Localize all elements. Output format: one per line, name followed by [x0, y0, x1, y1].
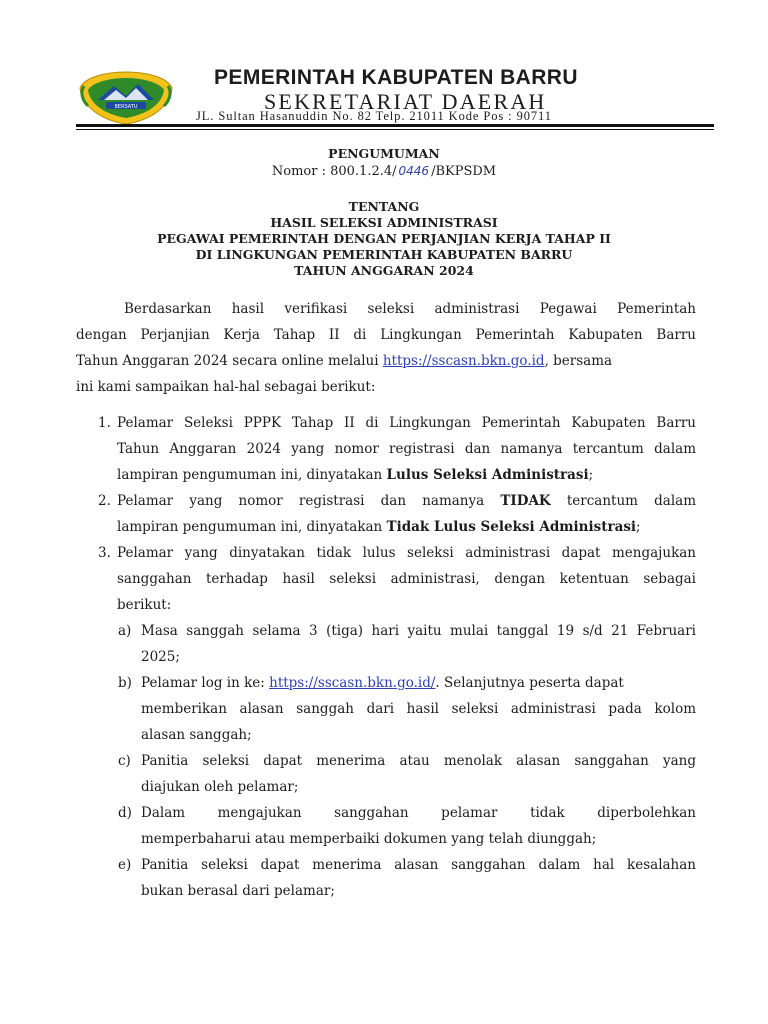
item-line: sanggahan terhadap hasil seleksi administrasi, dengan ketentuan sebagai — [117, 571, 696, 587]
sscasn-link[interactable]: https://sscasn.bkn.go.id — [382, 353, 545, 369]
item-text: Pelamar yang nomor registrasi dan namanya — [117, 493, 501, 509]
item-text: lampiran pengumuman ini, dinyatakan — [117, 467, 387, 483]
subitem-text: Pelamar log in ke: — [141, 675, 270, 691]
item-marker: 2. — [98, 493, 111, 509]
topic-line: TENTANG — [348, 199, 420, 214]
intro-line: Berdasarkan hasil verifikasi seleksi administrasi Pegawai Pemerintah — [124, 301, 696, 317]
item-text: lampiran pengumuman ini, dinyatakan — [117, 519, 387, 535]
item-line: berikut: — [117, 597, 172, 613]
number-prefix: Nomor : 800.1.2.4/ — [271, 164, 397, 179]
item-marker: 3. — [98, 545, 111, 561]
subitem-marker: e) — [118, 857, 132, 873]
handwritten-number: 0446 — [398, 164, 430, 178]
item-line: Pelamar Seleksi PPPK Tahap II di Lingkungan Pemerintah Kabupaten Barru — [117, 415, 696, 431]
item-line: Pelamar yang dinyatakan tidak lulus seleksi administrasi dapat mengajukan — [117, 545, 696, 561]
intro-text: Tahun Anggaran 2024 secara online melalui — [76, 353, 383, 369]
fail-status-text: Tidak Lulus Seleksi Administrasi — [386, 519, 637, 535]
subitem-line: alasan sanggah; — [141, 727, 252, 743]
subitem-line: Panitia seleksi dapat menerima atau menolak alasan sanggahan yang — [141, 753, 696, 769]
item-marker: 1. — [98, 415, 111, 431]
announcement-number — [0, 164, 768, 179]
emphasis-text: TIDAK — [500, 493, 551, 509]
item-line — [117, 488, 696, 514]
subitem-line: Dalam mengajukan sanggahan pelamar tidak diperbolehkan — [141, 805, 696, 821]
logo-caption: BERSATU — [114, 104, 138, 110]
subitem-marker: a) — [118, 623, 132, 639]
item-line — [117, 514, 696, 540]
subitem-line: memperbaharui atau memperbaiki dokumen yang telah diunggah; — [141, 831, 597, 847]
subitem-text: . Selanjutnya peserta dapat — [435, 675, 624, 691]
topic-line: PEGAWAI PEMERINTAH DENGAN PERJANJIAN KERJA TAHAP II — [157, 231, 611, 246]
office-address: JL. Sultan Hasanuddin No. 82 Telp. 21011 Kode Pos : 90711 — [196, 109, 552, 123]
item-text: ; — [636, 519, 641, 535]
intro-line: ini kami sampaikan hal-hal sebagai berikut: — [76, 379, 376, 395]
pass-status-text: Lulus Seleksi Administrasi — [386, 467, 589, 483]
office-title: SEKRETARIAT DAERAH — [264, 89, 547, 114]
letterhead-rule-thin — [76, 129, 714, 130]
government-title: PEMERINTAH KABUPATEN BARRU — [214, 66, 578, 89]
subitem-line: Panitia seleksi dapat menerima alasan sanggahan dalam hal kesalahan — [141, 857, 696, 873]
letterhead-rule-thick — [76, 124, 714, 127]
item-text: ; — [588, 467, 594, 483]
subitem-line — [141, 670, 696, 696]
item-line — [117, 462, 696, 488]
subitem-line: memberikan alasan sanggah dari hasil seleksi administrasi pada kolom — [141, 701, 696, 717]
subitem-marker: b) — [118, 675, 132, 691]
subitem-marker: d) — [118, 805, 132, 821]
item-line: Tahun Anggaran 2024 yang nomor registrasi dan namanya tercantum dalam — [117, 441, 696, 457]
topic-line: HASIL SELEKSI ADMINISTRASI — [270, 215, 498, 230]
announcement-topic — [0, 199, 768, 279]
announcement-title: PENGUMUMAN — [328, 146, 440, 161]
intro-line — [76, 348, 696, 374]
subitem-line: bukan berasal dari pelamar; — [141, 883, 335, 899]
intro-text: , bersama — [544, 353, 613, 369]
subitem-line: 2025; — [141, 649, 180, 665]
subitem-line: diajukan oleh pelamar; — [141, 779, 299, 795]
topic-line: TAHUN ANGGARAN 2024 — [294, 263, 474, 278]
subitem-marker: c) — [118, 753, 131, 769]
subitem-line: Masa sanggah selama 3 (tiga) hari yaitu mulai tanggal 19 s/d 21 Februari — [141, 623, 696, 639]
sscasn-login-link[interactable]: https://sscasn.bkn.go.id/ — [269, 675, 436, 691]
topic-line: DI LINGKUNGAN PEMERINTAH KABUPATEN BARRU — [195, 247, 573, 262]
item-text: tercantum dalam — [550, 493, 696, 509]
number-suffix: /BKPSDM — [431, 164, 497, 179]
intro-line: dengan Perjanjian Kerja Tahap II di Lingkungan Pemerintah Kabupaten Barru — [76, 327, 696, 343]
kabupaten-barru-logo-icon — [76, 66, 176, 126]
